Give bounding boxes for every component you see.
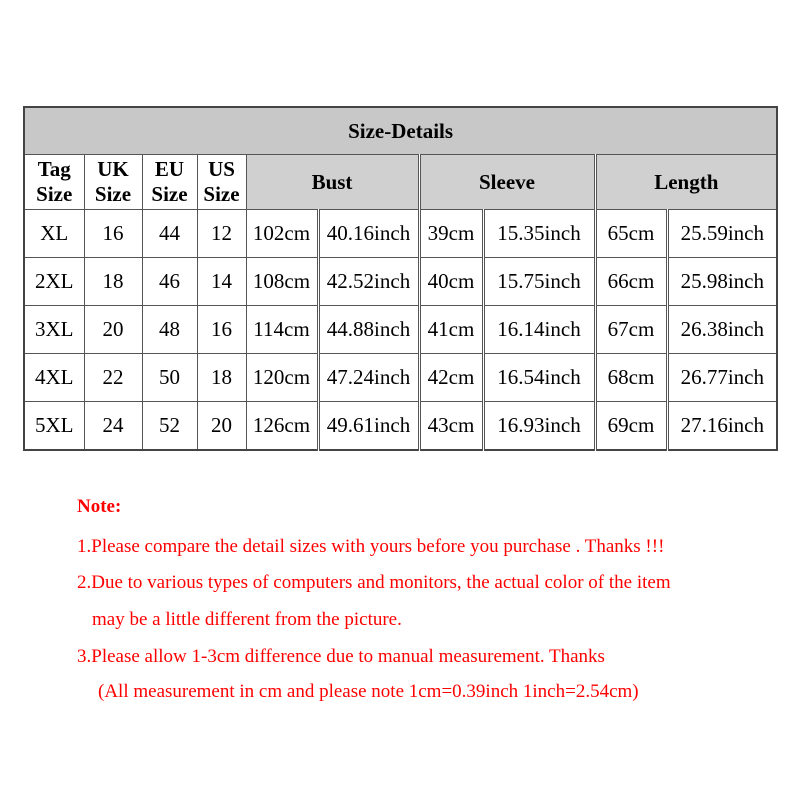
cell-length-inch: 25.59inch bbox=[667, 210, 777, 258]
header-us-size bbox=[197, 155, 246, 210]
cell-bust-inch: 47.24inch bbox=[318, 354, 419, 402]
table-row bbox=[24, 354, 777, 402]
cell-length-cm: 68cm bbox=[595, 354, 667, 402]
cell-bust-inch: 40.16inch bbox=[318, 210, 419, 258]
cell-sleeve-inch: 15.35inch bbox=[483, 210, 595, 258]
cell-tag-size: 4XL bbox=[24, 354, 84, 402]
cell-length-cm: 69cm bbox=[595, 402, 667, 451]
cell-length-cm: 67cm bbox=[595, 306, 667, 354]
note-line-3: 3.Please allow 1-3cm difference due to manual measurement. Thanks bbox=[77, 646, 605, 667]
note-line-1: 1.Please compare the detail sizes with yours before you purchase . Thanks !!! bbox=[77, 536, 665, 557]
cell-sleeve-cm: 39cm bbox=[419, 210, 483, 258]
note-conversion: (All measurement in cm and please note 1cm=0.39inch 1inch=2.54cm) bbox=[98, 681, 639, 702]
cell-sleeve-cm: 43cm bbox=[419, 402, 483, 451]
cell-uk-size: 24 bbox=[84, 402, 142, 451]
cell-uk-size: 16 bbox=[84, 210, 142, 258]
note-line-2-continued: may be a little different from the picture. bbox=[92, 609, 402, 630]
cell-bust-cm: 126cm bbox=[246, 402, 318, 451]
cell-length-cm: 65cm bbox=[595, 210, 667, 258]
cell-bust-inch: 49.61inch bbox=[318, 402, 419, 451]
cell-us-size: 12 bbox=[197, 210, 246, 258]
header-eu-line1: EU bbox=[154, 157, 185, 181]
cell-bust-cm: 120cm bbox=[246, 354, 318, 402]
cell-sleeve-inch: 16.14inch bbox=[483, 306, 595, 354]
cell-sleeve-cm: 41cm bbox=[419, 306, 483, 354]
cell-bust-inch: 44.88inch bbox=[318, 306, 419, 354]
header-uk-size bbox=[84, 155, 142, 210]
cell-bust-cm: 114cm bbox=[246, 306, 318, 354]
header-tag-line1: Tag bbox=[37, 157, 71, 181]
table-row bbox=[24, 258, 777, 306]
table-title: Size-Details bbox=[24, 107, 777, 155]
cell-eu-size: 50 bbox=[142, 354, 197, 402]
header-tag-size bbox=[24, 155, 84, 210]
header-uk-line2: Size bbox=[94, 182, 132, 206]
cell-uk-size: 22 bbox=[84, 354, 142, 402]
cell-sleeve-inch: 15.75inch bbox=[483, 258, 595, 306]
cell-tag-size: 3XL bbox=[24, 306, 84, 354]
cell-us-size: 14 bbox=[197, 258, 246, 306]
header-uk-line1: UK bbox=[97, 157, 129, 181]
header-us-line2: Size bbox=[203, 182, 240, 206]
cell-eu-size: 46 bbox=[142, 258, 197, 306]
cell-eu-size: 52 bbox=[142, 402, 197, 451]
table-row bbox=[24, 306, 777, 354]
cell-uk-size: 18 bbox=[84, 258, 142, 306]
header-bust: Bust bbox=[246, 155, 419, 210]
cell-eu-size: 44 bbox=[142, 210, 197, 258]
cell-length-inch: 26.77inch bbox=[667, 354, 777, 402]
cell-sleeve-cm: 42cm bbox=[419, 354, 483, 402]
note-title: Note: bbox=[77, 496, 122, 517]
table-row bbox=[24, 402, 777, 451]
header-sleeve: Sleeve bbox=[419, 155, 595, 210]
cell-tag-size: XL bbox=[24, 210, 84, 258]
header-eu-line2: Size bbox=[151, 182, 188, 206]
cell-tag-size: 5XL bbox=[24, 402, 84, 451]
cell-us-size: 18 bbox=[197, 354, 246, 402]
note-line-2: 2.Due to various types of computers and monitors, the actual color of the item bbox=[77, 572, 671, 593]
cell-sleeve-inch: 16.93inch bbox=[483, 402, 595, 451]
cell-sleeve-cm: 40cm bbox=[419, 258, 483, 306]
cell-us-size: 20 bbox=[197, 402, 246, 451]
cell-tag-size: 2XL bbox=[24, 258, 84, 306]
cell-sleeve-inch: 16.54inch bbox=[483, 354, 595, 402]
header-tag-line2: Size bbox=[36, 182, 73, 206]
cell-length-inch: 26.38inch bbox=[667, 306, 777, 354]
cell-bust-cm: 108cm bbox=[246, 258, 318, 306]
cell-bust-inch: 42.52inch bbox=[318, 258, 419, 306]
cell-us-size: 16 bbox=[197, 306, 246, 354]
header-us-line1: US bbox=[208, 157, 235, 181]
table-row bbox=[24, 210, 777, 258]
cell-length-inch: 25.98inch bbox=[667, 258, 777, 306]
cell-length-inch: 27.16inch bbox=[667, 402, 777, 451]
cell-eu-size: 48 bbox=[142, 306, 197, 354]
size-details-table bbox=[23, 106, 778, 451]
cell-length-cm: 66cm bbox=[595, 258, 667, 306]
cell-uk-size: 20 bbox=[84, 306, 142, 354]
header-eu-size bbox=[142, 155, 197, 210]
header-length: Length bbox=[595, 155, 777, 210]
cell-bust-cm: 102cm bbox=[246, 210, 318, 258]
